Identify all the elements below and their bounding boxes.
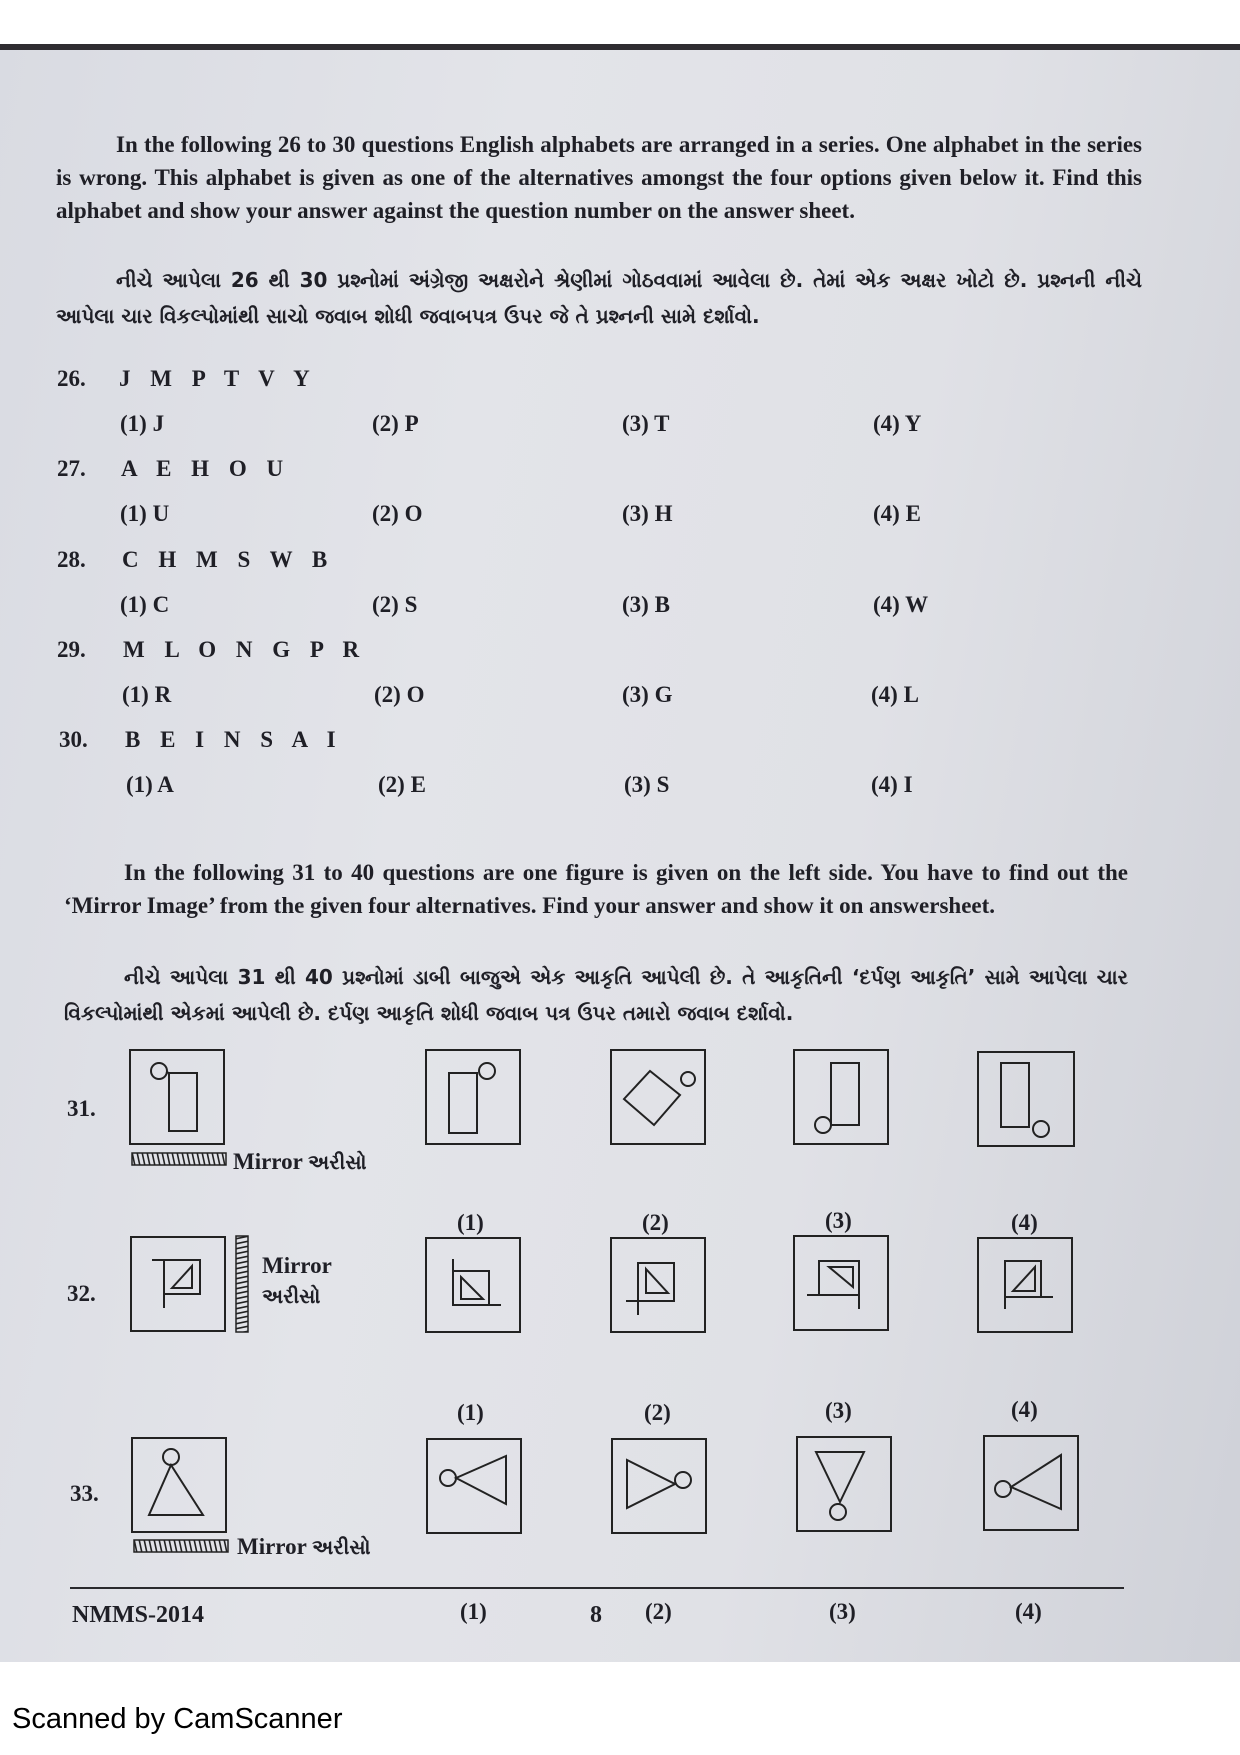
option: (1) R (122, 682, 172, 707)
mirror-label-gu: અરીસો (312, 1535, 371, 1559)
option: (1) U (120, 501, 170, 526)
option: (4) W (873, 592, 929, 617)
option: (1) C (120, 592, 170, 617)
option: (2) O (374, 682, 425, 707)
option: (3) G (622, 682, 673, 707)
option-label: (3) (825, 1208, 852, 1233)
mirror-label-en: Mirror (233, 1149, 303, 1174)
option-label: (4) (1011, 1210, 1038, 1235)
question-number: 29. (57, 637, 86, 662)
letter-series: A E H O U (121, 456, 291, 481)
mirror-label-gu: અરીસો (262, 1284, 321, 1308)
page-number: 8 (590, 1602, 602, 1628)
intro-31-40-english: In the following 31 to 40 questions are one figure is given on the left side. You have to find out the ‘Mirror Image’ from the given four alternatives. Find your answer and show it on answersheet. (64, 860, 1128, 918)
option: (1) A (126, 772, 174, 797)
question-figure (130, 1236, 226, 1332)
option: (3) S (624, 772, 670, 797)
option-label: (3) (829, 1599, 856, 1624)
option-figure (610, 1237, 706, 1333)
exam-name: NMMS-2014 (72, 1602, 204, 1628)
mirror-bar (235, 1235, 249, 1333)
option: (3) H (622, 501, 673, 526)
option-figure (796, 1436, 892, 1532)
option: (3) B (622, 592, 670, 617)
mirror-label (233, 1147, 367, 1177)
mirror-label (262, 1251, 332, 1311)
scanned-page (0, 50, 1240, 1662)
question-number: 26. (57, 366, 86, 391)
option: (2) E (378, 772, 426, 797)
option: (2) S (372, 592, 418, 617)
mirror-label-en: Mirror (262, 1253, 332, 1278)
option-figure (983, 1435, 1079, 1531)
option: (2) O (372, 501, 423, 526)
letter-series: B E I N S A I (125, 727, 343, 752)
question-figure (131, 1437, 227, 1533)
option-label: (2) (644, 1400, 671, 1425)
letter-series: J M P T V Y (119, 366, 317, 391)
option: (4) E (873, 501, 921, 526)
option-label: (4) (1011, 1397, 1038, 1422)
option: (4) I (871, 772, 913, 797)
mirror-bar (133, 1539, 229, 1553)
question-number: 33. (70, 1481, 99, 1506)
option: (4) L (871, 682, 919, 707)
option-figure (426, 1438, 522, 1534)
option: (3) T (622, 411, 670, 436)
option-figure (425, 1237, 521, 1333)
option: (1) J (120, 411, 165, 436)
option-label: (4) (1015, 1599, 1042, 1624)
option-figure (793, 1049, 889, 1145)
mirror-label-en: Mirror (237, 1534, 307, 1559)
mirror-bar (131, 1152, 227, 1166)
option: (2) P (372, 411, 419, 436)
scanner-credit: Scanned by CamScanner (12, 1703, 343, 1735)
option-figure (611, 1438, 707, 1534)
option-figure (977, 1051, 1075, 1147)
question-number: 30. (59, 727, 88, 752)
letter-series: C H M S W B (122, 547, 335, 572)
option-label: (2) (642, 1210, 669, 1235)
intro-26-30-english: In the following 26 to 30 questions English alphabets are arranged in a series. One alphabet in the series is wrong. This alphabet is given as one of the alternatives amongst the four options given below it. Find this alphabet and show your answer against the question number on the answer sheet. (56, 132, 1142, 223)
footer-rule (70, 1587, 1124, 1589)
question-number: 27. (57, 456, 86, 481)
option-figure (425, 1049, 521, 1145)
intro-26-30-gujarati: નીચે આપેલા 26 થી 30 પ્રશ્નોમાં અંગ્રેજી અક્ષરોને શ્રેણીમાં ગોઠવવામાં આવેલા છે. તેમાં એક અક્ષર ખોટો છે. પ્રશ્નની નીચે આપેલા ચાર વિકલ્પોમાંથી સાચો જવાબ શોધી જવાબપત્ર ઉપર જે તે પ્રશ્નની સામે દર્શાવો. (56, 268, 1142, 328)
option-label: (1) (457, 1400, 484, 1425)
question-number: 31. (67, 1096, 96, 1121)
mirror-label (237, 1532, 371, 1562)
mirror-label-gu: અરીસો (308, 1150, 367, 1174)
option-label: (3) (825, 1398, 852, 1423)
option-label: (1) (460, 1599, 487, 1624)
letter-series: M L O N G P R (123, 637, 367, 662)
option-figure (977, 1237, 1073, 1333)
option-label: (1) (457, 1210, 484, 1235)
option: (4) Y (873, 411, 922, 436)
question-number: 32. (67, 1281, 96, 1306)
question-number: 28. (57, 547, 86, 572)
intro-31-40-gujarati: નીચે આપેલા 31 થી 40 પ્રશ્નોમાં ડાબી બાજુએ એક આકૃતિ આપેલી છે. તે આકૃતિની ‘દર્પણ આકૃતિ’ સામે આપેલા ચાર વિકલ્પોમાંથી એકમાં આપેલી છે. દર્પણ આકૃતિ શોધી જવાબ પત્ર ઉપર તમારો જવાબ દર્શાવો. (64, 965, 1128, 1025)
option-figure (793, 1235, 889, 1331)
option-label: (2) (645, 1599, 672, 1624)
question-figure (129, 1049, 225, 1145)
option-figure (610, 1049, 706, 1145)
